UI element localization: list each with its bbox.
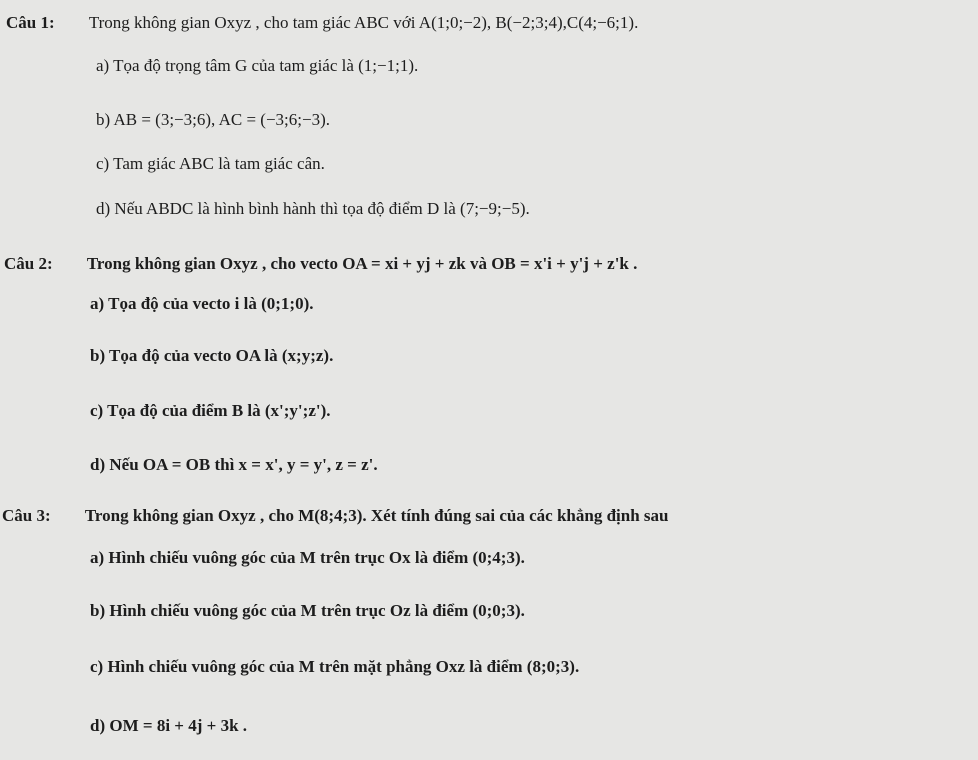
- question-1-heading: [6, 12, 638, 34]
- question-2-item-c: c) Tọa độ của điểm B là (x';y';z').: [90, 401, 331, 420]
- question-2-stem: Trong không gian Oxyz , cho vecto OA = xi + yj + zk và OB = x'i + y'j + z'k .: [86, 254, 638, 273]
- question-2-item-b: b) Tọa độ của vecto OA là (x;y;z).: [90, 346, 334, 365]
- question-1-stem: Trong không gian Oxyz , cho tam giác ABC với A(1;0;−2), B(−2;3;4),C(4;−6;1).: [88, 13, 639, 32]
- question-1-item-c: c) Tam giác ABC là tam giác cân.: [96, 154, 325, 173]
- question-1-item-d: d) Nếu ABDC là hình bình hành thì tọa độ điểm D là (7;−9;−5).: [96, 199, 530, 218]
- question-1-label: Câu 1:: [6, 13, 55, 32]
- question-2-item-a: a) Tọa độ của vecto i là (0;1;0).: [90, 294, 314, 313]
- question-2-heading: [4, 253, 637, 275]
- question-3-label: Câu 3:: [2, 506, 51, 525]
- question-2-item-d: d) Nếu OA = OB thì x = x', y = y', z = z'.: [90, 455, 378, 474]
- question-3-item-c: c) Hình chiếu vuông góc của M trên mặt phẳng Oxz là điểm (8;0;3).: [90, 657, 580, 676]
- question-1-item-a: a) Tọa độ trọng tâm G của tam giác là (1;−1;1).: [96, 56, 419, 75]
- question-3-item-d: d) OM = 8i + 4j + 3k .: [90, 716, 248, 735]
- question-1-item-b: b) AB = (3;−3;6), AC = (−3;6;−3).: [96, 110, 330, 129]
- question-3-item-a: a) Hình chiếu vuông góc của M trên trục Ox là điểm (0;4;3).: [90, 548, 525, 567]
- question-3-stem: Trong không gian Oxyz , cho M(8;4;3). Xét tính đúng sai của các khẳng định sau: [84, 506, 669, 525]
- question-2-label: Câu 2:: [4, 254, 53, 273]
- question-3-heading: [2, 505, 668, 527]
- question-3-item-b: b) Hình chiếu vuông góc của M trên trục Oz là điểm (0;0;3).: [90, 601, 525, 620]
